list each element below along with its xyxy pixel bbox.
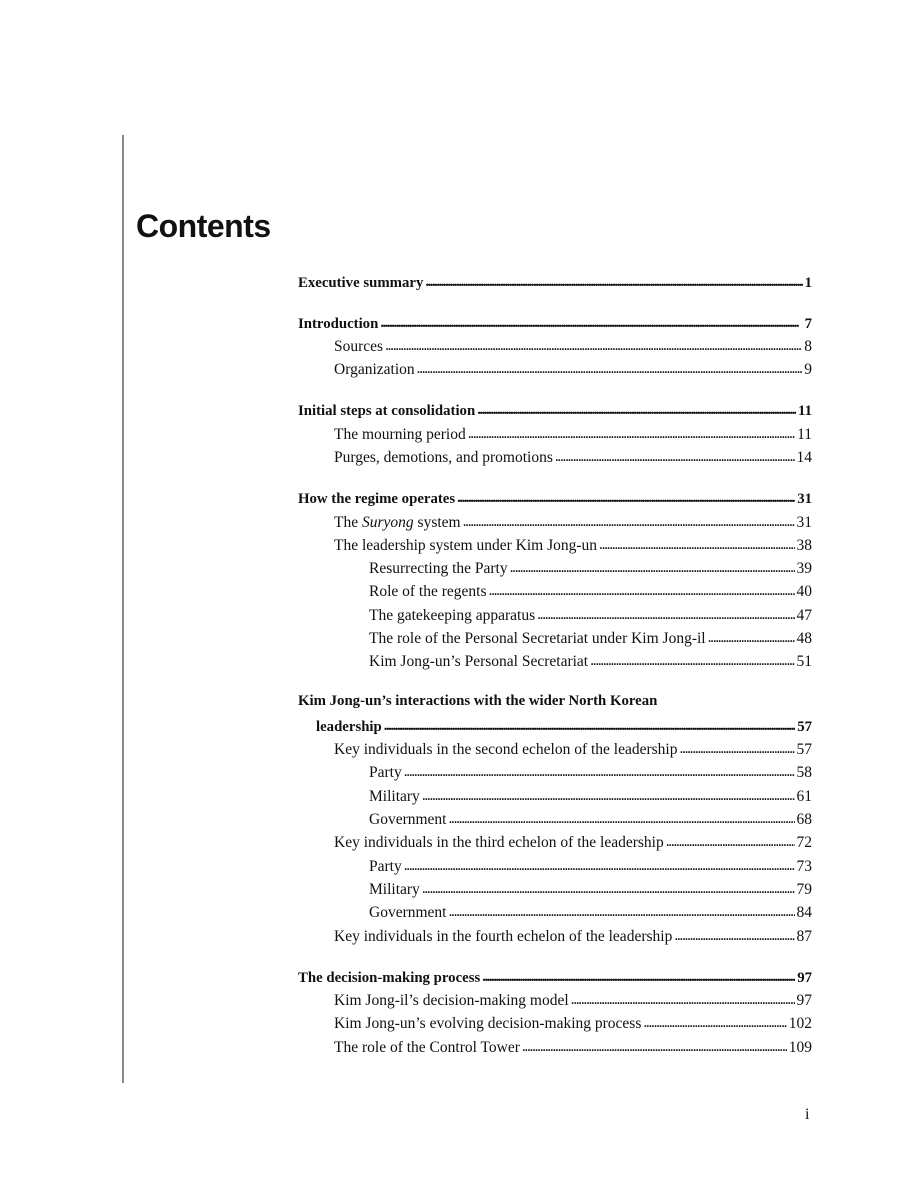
dot-leader	[482, 967, 795, 987]
toc-entry-third-military[interactable]	[298, 877, 812, 900]
dot-leader	[463, 512, 795, 532]
toc-entry-label: The leadership system under Kim Jong-un	[334, 537, 598, 554]
toc-entry-second-government[interactable]	[298, 807, 812, 830]
toc-page-number: 73	[796, 858, 812, 875]
dot-leader	[599, 535, 794, 555]
page-number: i	[805, 1106, 810, 1123]
toc-page-number: 72	[796, 834, 812, 851]
toc-entry-label: Kim Jong-un’s evolving decision-making process	[334, 1015, 642, 1032]
toc-page-number: 8	[804, 338, 812, 355]
toc-page-number: 31	[797, 491, 812, 507]
toc-page-number: 11	[798, 403, 812, 419]
toc-entry-label: The decision-making process	[298, 970, 481, 986]
toc-entry-leadership-system[interactable]	[298, 533, 812, 556]
toc-page-number: 1	[804, 275, 812, 291]
toc-page-number: 57	[796, 741, 812, 758]
toc-entry-label: Military	[369, 881, 420, 898]
toc-entry-label: Sources	[334, 338, 384, 355]
toc-page-number: 97	[796, 992, 812, 1009]
toc-entry-label: Role of the regents	[369, 583, 487, 600]
dot-leader	[477, 400, 796, 420]
toc-entry-label: Key individuals in the fourth echelon of the leadership	[334, 928, 673, 945]
dot-leader	[666, 832, 795, 852]
toc-page-number: 9	[804, 361, 812, 378]
toc-entry-resurrecting-party[interactable]	[298, 556, 812, 579]
toc-entry-label: Party	[369, 858, 402, 875]
toc-entry-second-party[interactable]	[298, 760, 812, 783]
toc-entry-label: Kim Jong-il’s decision-making model	[334, 992, 569, 1009]
dot-leader	[590, 651, 794, 671]
toc-entry-third-government[interactable]	[298, 900, 812, 923]
toc-entry-label: Government	[369, 811, 447, 828]
toc-entry-introduction[interactable]	[298, 311, 812, 334]
toc-page-number: 7	[804, 316, 812, 332]
toc-entry-initial-steps[interactable]	[298, 398, 812, 421]
toc-page-number: 102	[788, 1015, 812, 1032]
toc-entry-decision-process[interactable]	[298, 965, 812, 988]
label-prefix: The	[334, 514, 359, 531]
dot-leader	[448, 902, 794, 922]
toc-entry-executive-summary[interactable]	[298, 270, 812, 293]
dot-leader	[571, 990, 795, 1010]
dot-leader	[385, 336, 802, 356]
toc-entry-third-party[interactable]	[298, 854, 812, 877]
toc-entry-gatekeeping[interactable]	[298, 603, 812, 626]
toc-entry-label: The role of the Control Tower	[334, 1039, 520, 1056]
dot-leader	[537, 605, 794, 625]
toc-entry-third-echelon[interactable]	[298, 830, 812, 853]
toc-page-number: 47	[796, 607, 812, 624]
toc-entry-label: leadership	[316, 719, 382, 735]
dot-leader	[384, 716, 795, 736]
dot-leader	[679, 739, 794, 759]
toc-page-number: 84	[796, 904, 812, 921]
dot-leader	[522, 1037, 787, 1057]
toc-entry-interactions[interactable]	[298, 714, 812, 737]
toc-entry-mourning-period[interactable]	[298, 422, 812, 445]
toc-page-number: 79	[796, 881, 812, 898]
toc-entry-label: The gatekeeping apparatus	[369, 607, 536, 624]
dot-leader	[510, 558, 795, 578]
toc-entry-label: The role of the Personal Secretariat under Kim Jong-il	[369, 630, 706, 647]
toc-page-number: 14	[796, 449, 812, 466]
toc-entry-label: Organization	[334, 361, 415, 378]
toc-entry-control-tower[interactable]	[298, 1035, 812, 1058]
toc-page-number: 31	[796, 514, 812, 531]
toc-entry-label: Party	[369, 764, 402, 781]
toc-entry-fourth-echelon[interactable]	[298, 924, 812, 947]
toc-entry-organization[interactable]	[298, 357, 812, 380]
toc-entry-second-military[interactable]	[298, 784, 812, 807]
toc-entry-regime-operates[interactable]	[298, 486, 812, 509]
toc-page-number: 38	[796, 537, 812, 554]
toc-entry-label	[334, 513, 461, 533]
dot-leader	[404, 856, 795, 876]
toc-page-number: 68	[796, 811, 812, 828]
toc-page-number: 57	[797, 719, 812, 735]
toc-entry-label: Introduction	[298, 316, 379, 332]
toc-page-number: 58	[796, 764, 812, 781]
toc-entry-label: Executive summary	[298, 275, 424, 291]
toc-entry-interactions-first-line[interactable]: Kim Jong-un’s interactions with the wider North Korean	[298, 693, 658, 709]
dot-leader	[674, 926, 794, 946]
dot-leader	[380, 313, 802, 333]
toc-page-number: 40	[796, 583, 812, 600]
dot-leader	[404, 762, 795, 782]
toc-page-number: 11	[797, 426, 812, 443]
toc-page-number: 97	[797, 970, 812, 986]
toc-entry-label: Resurrecting the Party	[369, 560, 508, 577]
toc-entry-label: Purges, demotions, and promotions	[334, 449, 553, 466]
toc-entry-suryong-system[interactable]	[298, 510, 812, 533]
dot-leader	[425, 272, 802, 292]
dot-leader	[468, 424, 795, 444]
dot-leader	[417, 359, 803, 379]
toc-entry-secretariat-kji[interactable]	[298, 626, 812, 649]
toc-page-number: 48	[796, 630, 812, 647]
toc-page-number: 51	[796, 653, 812, 670]
toc-entry-sources[interactable]	[298, 334, 812, 357]
toc-entry-secretariat-kju[interactable]	[298, 649, 812, 672]
toc-page-number: 61	[796, 788, 812, 805]
toc-page-number: 109	[788, 1039, 812, 1056]
toc-entry-kju-process[interactable]	[298, 1011, 812, 1034]
dot-leader	[422, 879, 795, 899]
toc-entry-purges[interactable]	[298, 445, 812, 468]
toc-page-number: 87	[796, 928, 812, 945]
label-italic-term: Suryong	[361, 514, 414, 531]
toc-entry-label: The mourning period	[334, 426, 466, 443]
toc-entry-label: Initial steps at consolidation	[298, 403, 476, 419]
toc-page-number: 39	[796, 560, 812, 577]
dot-leader	[555, 447, 795, 467]
dot-leader	[457, 488, 795, 508]
toc-entry-kji-model[interactable]	[298, 988, 812, 1011]
toc-entry-regents[interactable]	[298, 579, 812, 602]
dot-leader	[643, 1013, 786, 1033]
toc-entry-label: Government	[369, 904, 447, 921]
dot-leader	[489, 581, 795, 601]
label-suffix: system	[417, 514, 461, 531]
dot-leader	[422, 786, 795, 806]
margin-rule	[122, 135, 124, 1083]
toc-entry-label: Kim Jong-un’s Personal Secretariat	[369, 653, 589, 670]
toc-entry-second-echelon[interactable]	[298, 737, 812, 760]
toc-entry-label: Key individuals in the third echelon of the leadership	[334, 834, 664, 851]
dot-leader	[448, 809, 794, 829]
page-title: Contents	[136, 208, 271, 244]
toc-entry-label: Military	[369, 788, 420, 805]
toc-entry-label: How the regime operates	[298, 491, 456, 507]
dot-leader	[708, 628, 795, 648]
toc-entry-label: Key individuals in the second echelon of the leadership	[334, 741, 678, 758]
